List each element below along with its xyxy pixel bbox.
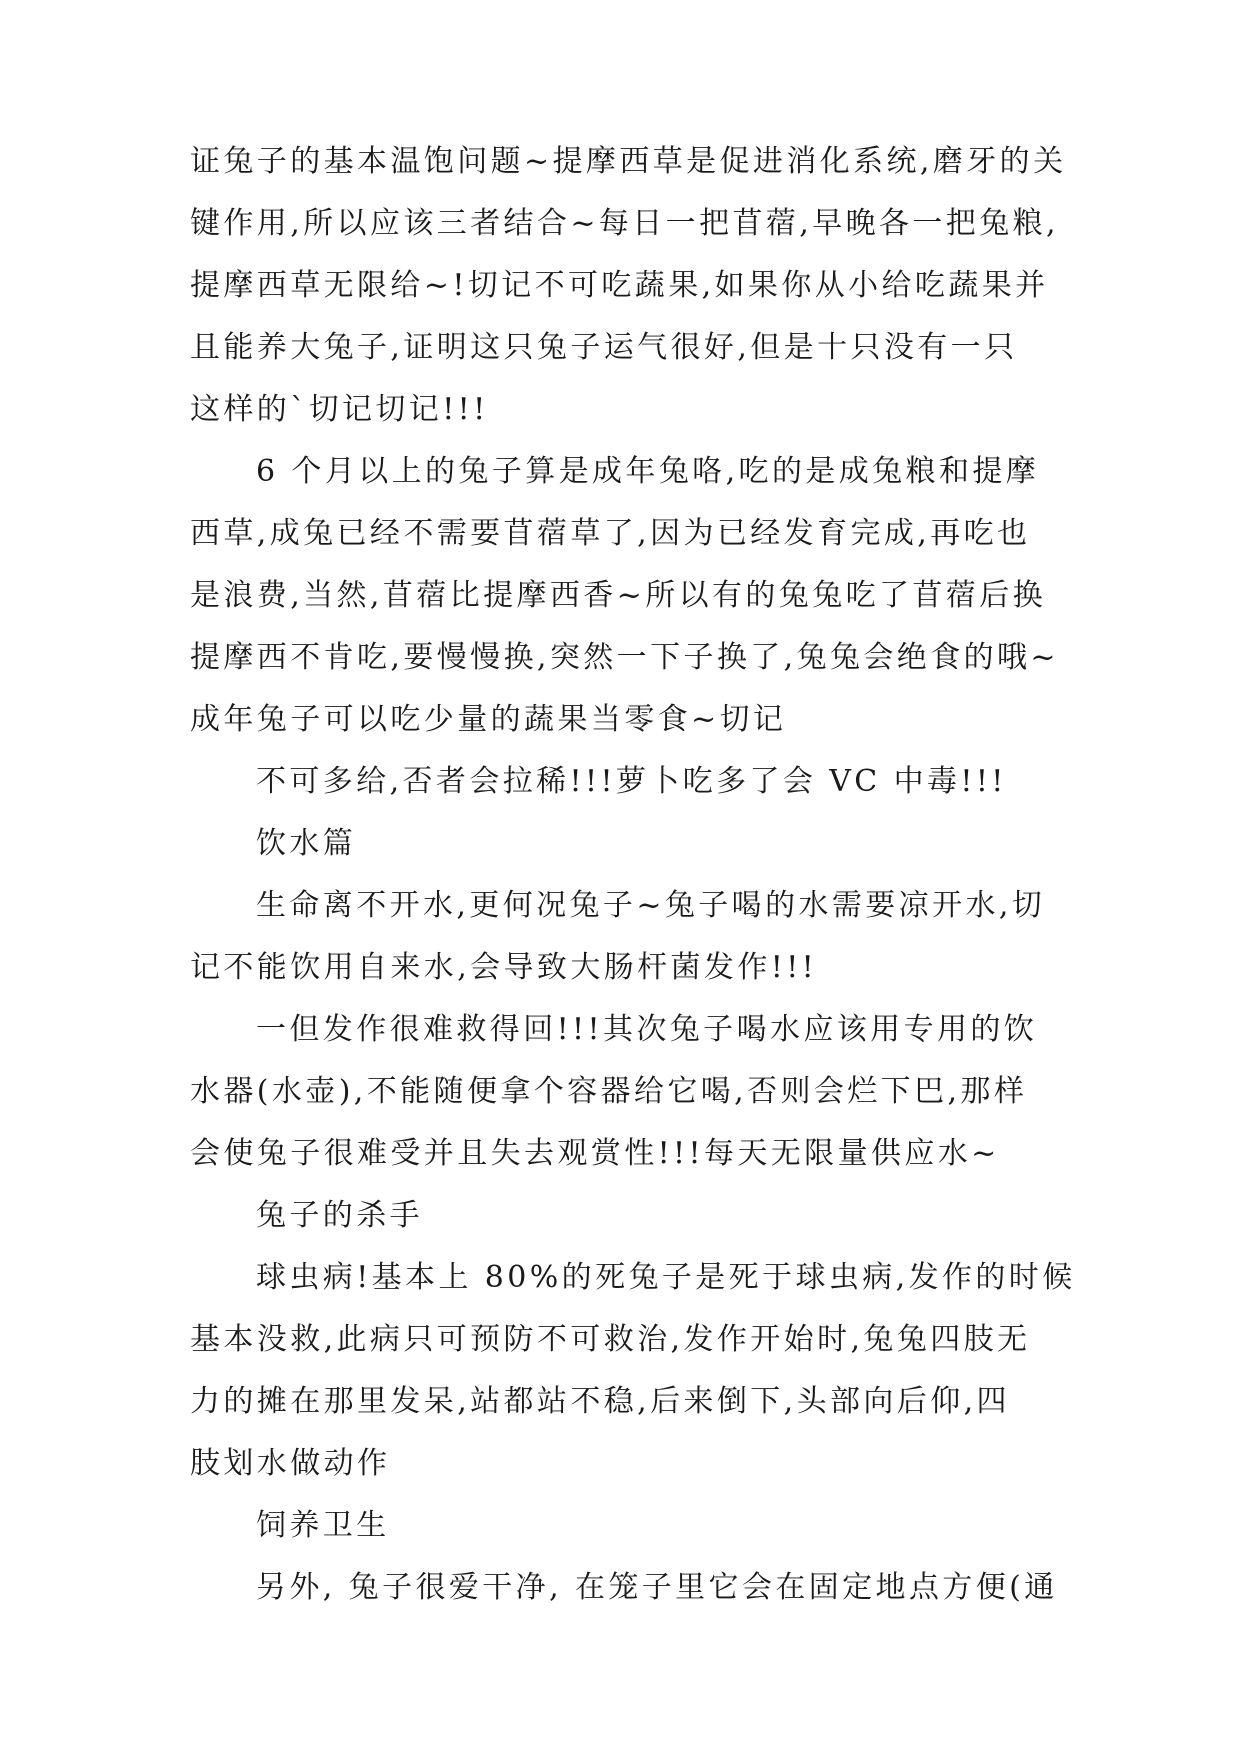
text-line: 基本没救,此病只可预防不可救治,发作开始时,兔兔四肢无 — [190, 1322, 1031, 1357]
text-line: 提摩西草无限给~!切记不可吃蔬果,如果你从小给吃蔬果并 — [190, 268, 1049, 303]
text-line: 生命离不开水,更何况兔子~兔子喝的水需要凉开水,切 — [256, 888, 1046, 923]
text-line: 提摩西不肯吃,要慢慢换,突然一下子换了,兔兔会绝食的哦~ — [190, 640, 1059, 675]
text-line: 不可多给,否者会拉稀!!!萝卜吃多了会 VC 中毒!!! — [256, 764, 1007, 799]
text-line: 成年兔子可以吃少量的蔬果当零食~切记 — [190, 702, 787, 737]
text-line: 这样的`切记切记!!! — [190, 392, 489, 427]
section-heading: 饮水篇 — [256, 826, 357, 861]
text-line: 证兔子的基本温饱问题~提摩西草是促进消化系统,磨牙的关 — [190, 144, 1067, 179]
text-line: 是浪费,当然,苜蓿比提摩西香~所以有的兔兔吃了苜蓿后换 — [190, 578, 1047, 613]
text-line: 西草,成兔已经不需要苜蓿草了,因为已经发育完成,再吃也 — [190, 516, 1031, 551]
text-line: 球虫病!基本上 80%的死兔子是死于球虫病,发作的时候 — [256, 1260, 1076, 1295]
text-line: 会使兔子很难受并且失去观赏性!!!每天无限量供应水~ — [190, 1136, 1000, 1171]
section-heading: 饲养卫生 — [256, 1508, 390, 1543]
text-line: 肢划水做动作 — [190, 1446, 391, 1481]
text-line: 6 个月以上的兔子算是成年兔咯,吃的是成兔粮和提摩 — [256, 454, 1040, 489]
text-line: 另外, 兔子很爱干净, 在笼子里它会在固定地点方便(通 — [256, 1570, 1058, 1605]
text-line: 且能养大兔子,证明这只兔子运气很好,但是十只没有一只 — [190, 330, 1018, 365]
text-line: 键作用,所以应该三者结合~每日一把苜蓿,早晚各一把兔粮, — [190, 206, 1059, 241]
section-heading: 兔子的杀手 — [256, 1198, 423, 1233]
text-line: 水器(水壶),不能随便拿个容器给它喝,否则会烂下巴,那样 — [190, 1074, 1028, 1109]
text-line: 一但发作很难救得回!!!其次兔子喝水应该用专用的饮 — [256, 1012, 1038, 1047]
text-line: 力的摊在那里发呆,站都站不稳,后来倒下,头部向后仰,四 — [190, 1384, 1010, 1419]
text-line: 记不能饮用自来水,会导致大肠杆菌发作!!! — [190, 950, 818, 985]
